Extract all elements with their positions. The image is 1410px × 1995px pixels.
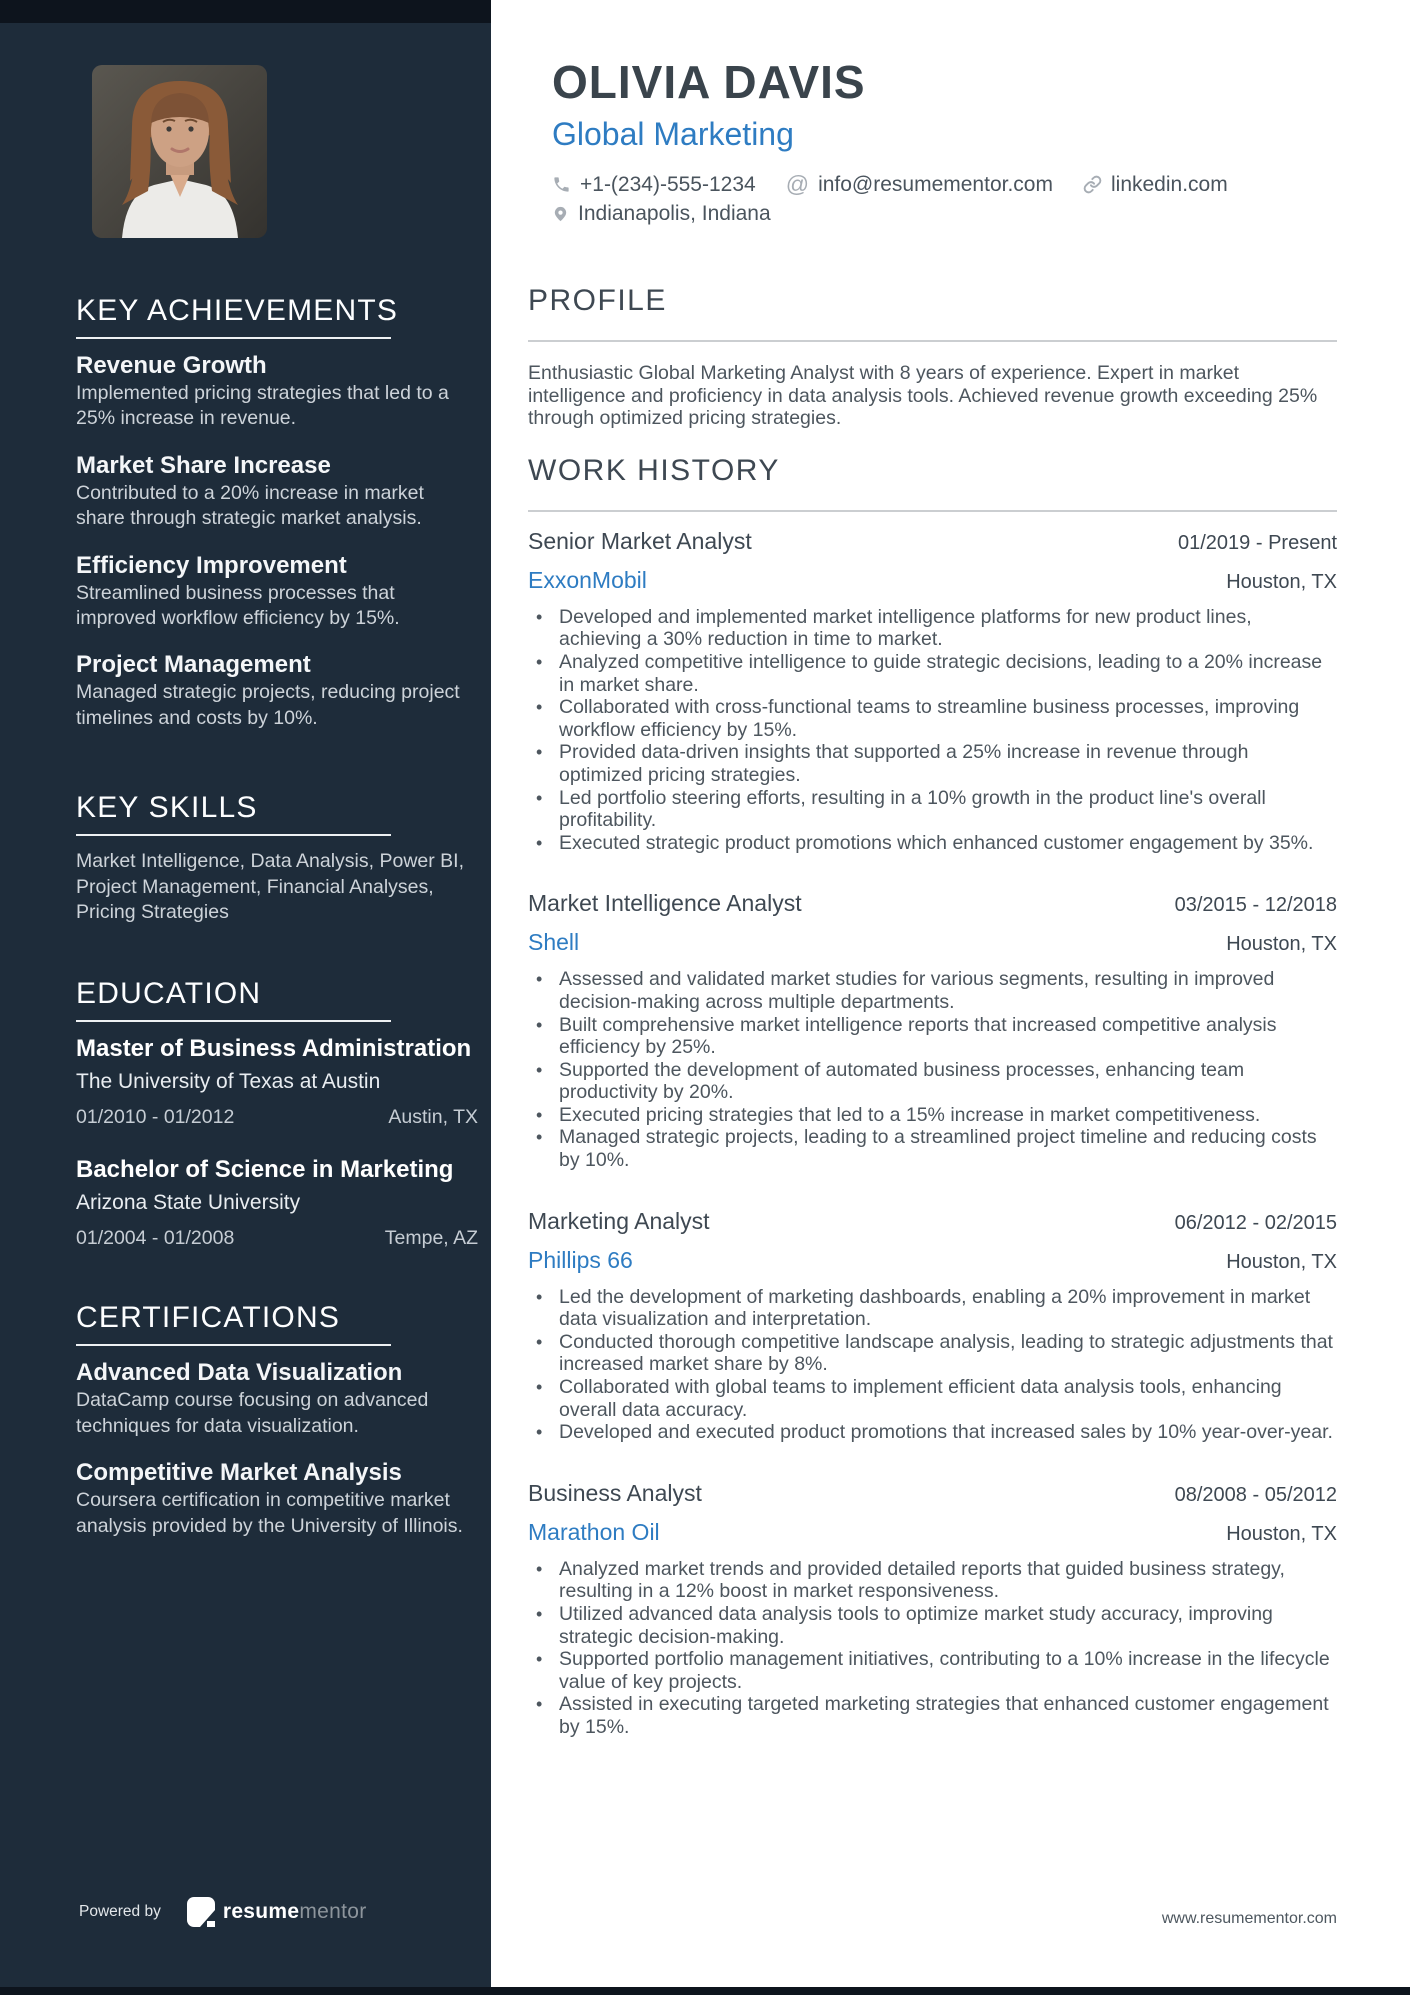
location-pin-icon [552, 204, 569, 224]
bottom-band [0, 1987, 1410, 1995]
sidebar [0, 23, 491, 1987]
job-company-row [528, 1245, 1337, 1277]
certifications-list [76, 1359, 478, 1539]
education-item [76, 1035, 478, 1130]
certification-item-description: Coursera certification in competitive market analysis provided by the University of Illinois. [76, 1489, 463, 1537]
email-address: info@resumementor.com [818, 173, 1053, 196]
location-text: Indianapolis, Indiana [578, 202, 771, 225]
job-bullets [528, 968, 1337, 1171]
job-title-row [528, 1478, 1337, 1510]
job-headline: Global Marketing [552, 116, 794, 152]
education-heading: EDUCATION [76, 977, 262, 1011]
certification-item [76, 1459, 478, 1539]
job-location: Houston, TX [1226, 1522, 1337, 1545]
job-dates: 03/2015 - 12/2018 [1174, 894, 1337, 917]
location-contact [552, 199, 771, 228]
key-skills-heading: KEY SKILLS [76, 791, 258, 825]
job-company: ExxonMobil [528, 566, 647, 593]
job-company-row [528, 1517, 1337, 1549]
job-dates: 01/2019 - Present [1178, 531, 1337, 554]
job-dates: 08/2008 - 05/2012 [1174, 1483, 1337, 1506]
linkedin-contact[interactable] [1083, 170, 1228, 199]
job-entry [528, 1478, 1337, 1739]
job-bullet: • Managed strategic projects, leading to a streamlined project timeline and reducing costs by 10%. [528, 1126, 1337, 1171]
job-title: Business Analyst [528, 1479, 702, 1506]
job-company-row [528, 927, 1337, 959]
job-bullet: • Led the development of marketing dashboards, enabling a 20% improvement in market data visualization and interpretation. [528, 1286, 1337, 1331]
education-school: Arizona State University [76, 1191, 301, 1215]
job-bullet: • Conducted thorough competitive landscape analysis, leading to strategic adjustments that increased market share by 8%. [528, 1331, 1337, 1376]
job-entry [528, 888, 1337, 1171]
job-location: Houston, TX [1226, 570, 1337, 593]
job-title-row [528, 526, 1337, 558]
job-bullet: • Supported the development of automated business processes, enhancing team productivity by 20%. [528, 1059, 1337, 1104]
job-company: Phillips 66 [528, 1246, 633, 1273]
work-history-rule [528, 510, 1337, 512]
powered-by-label: Powered by [79, 1903, 161, 1920]
achievement-item [76, 552, 478, 632]
job-bullets [528, 1558, 1337, 1739]
achievement-item-title: Market Share Increase [76, 451, 331, 479]
education-dates-row [76, 1226, 478, 1251]
profile-heading: PROFILE [528, 284, 667, 317]
job-location: Houston, TX [1226, 1250, 1337, 1273]
brand-word-mentor: mentor [299, 1900, 367, 1923]
job-bullet: • Assessed and validated market studies for various segments, resulting in improved decision-making across multiple departments. [528, 968, 1337, 1013]
job-title-row [528, 1206, 1337, 1238]
achievement-item-description: Streamlined business processes that improved workflow efficiency by 15%. [76, 581, 400, 630]
job-bullet: • Utilized advanced data analysis tools to optimize market study accuracy, improving strategic decision-making. [528, 1603, 1337, 1648]
contact-row-1 [552, 170, 1337, 199]
certification-item-title: Competitive Market Analysis [76, 1459, 402, 1487]
education-dates: 01/2004 - 01/2008 [76, 1227, 235, 1250]
job-location: Houston, TX [1226, 933, 1337, 956]
certifications-heading: CERTIFICATIONS [76, 1301, 341, 1335]
achievement-item-title: Efficiency Improvement [76, 551, 347, 579]
job-bullet: • Collaborated with global teams to implement efficient data analysis tools, enhancing overall data accuracy. [528, 1376, 1337, 1421]
job-entry [528, 526, 1337, 855]
linkedin-url: linkedin.com [1110, 173, 1228, 196]
resume-header [552, 0, 1337, 228]
job-company: Shell [528, 929, 580, 956]
job-bullet: • Led portfolio steering efforts, resulting in a 10% growth in the product line's overall profitability. [528, 787, 1337, 832]
contact-block [552, 170, 1337, 228]
achievement-item [76, 651, 478, 731]
profile-photo-illustration [92, 65, 267, 238]
job-dates: 06/2012 - 02/2015 [1174, 1211, 1337, 1234]
profile-text: Enthusiastic Global Marketing Analyst with 8 years of experience. Expert in market intelligence and proficiency in data analysis tools. Achieved revenue growth exceeding 25% through optimized pricing strategies. [528, 362, 1318, 430]
job-bullet: • Assisted in executing targeted marketing strategies that enhanced customer engagement by 15%. [528, 1693, 1337, 1738]
education-item [76, 1156, 478, 1251]
phone-number: +1-(234)-555-1234 [580, 173, 756, 196]
certification-item-description: DataCamp course focusing on advanced techniques for data visualization. [76, 1389, 429, 1437]
brand-wordmark [223, 1900, 367, 1924]
achievement-item [76, 452, 478, 532]
sidebar-top-band [0, 0, 491, 23]
job-entry [528, 1206, 1337, 1444]
email-contact[interactable] [786, 170, 1053, 199]
person-name: OLIVIA DAVIS [552, 56, 866, 108]
achievement-item-description: Managed strategic projects, reducing project timelines and costs by 10%. [76, 681, 460, 729]
footer-website[interactable]: www.resumementor.com [1161, 1910, 1337, 1927]
job-title: Market Intelligence Analyst [528, 890, 802, 917]
education-location: Tempe, AZ [384, 1227, 478, 1250]
achievement-item [76, 352, 478, 432]
job-title: Marketing Analyst [528, 1207, 710, 1234]
job-bullet: • Collaborated with cross-functional teams to streamline business processes, improving workflow efficiency by 15%. [528, 696, 1337, 741]
profile-rule [528, 340, 1337, 342]
education-location: Austin, TX [388, 1106, 478, 1129]
job-bullet: • Analyzed competitive intelligence to guide strategic decisions, leading to a 20% increase in market share. [528, 651, 1337, 696]
education-dates: 01/2010 - 01/2012 [76, 1106, 235, 1129]
key-achievements-heading: KEY ACHIEVEMENTS [76, 294, 399, 327]
job-bullet: • Executed pricing strategies that led to a 15% increase in market competitiveness. [528, 1104, 1337, 1127]
phone-contact[interactable] [552, 170, 756, 199]
brand-word-resume: resume [222, 1900, 300, 1923]
key-skills-text: Market Intelligence, Data Analysis, Power BI, Project Management, Financial Analyses, Pricing Strategies [76, 850, 465, 924]
education-list [76, 1035, 478, 1251]
resumementor-logo-icon [187, 1897, 215, 1927]
contact-row-2 [552, 199, 1337, 228]
education-dates-row [76, 1105, 478, 1130]
key-achievements-list [76, 352, 478, 731]
key-achievements-rule [76, 337, 391, 339]
certification-item [76, 1359, 478, 1439]
education-rule [76, 1020, 391, 1022]
job-bullet: • Analyzed market trends and provided detailed reports that guided business strategy, resulting in a 12% boost in market responsiveness. [528, 1558, 1337, 1603]
jobs-list [528, 526, 1337, 1739]
job-bullet: • Executed strategic product promotions which enhanced customer engagement by 35%. [528, 832, 1337, 855]
main-column [528, 0, 1337, 1773]
job-bullet: • Developed and implemented market intelligence platforms for new product lines, achieving a 30% reduction in time to market. [528, 606, 1337, 651]
certifications-rule [76, 1344, 391, 1346]
footer-powered-by [79, 1897, 367, 1927]
work-history-heading: WORK HISTORY [528, 453, 780, 487]
job-bullets [528, 1286, 1337, 1444]
job-company: Marathon Oil [528, 1518, 660, 1545]
job-bullets [528, 606, 1337, 855]
achievement-item-title: Revenue Growth [76, 352, 267, 379]
job-bullet: • Supported portfolio management initiatives, contributing to a 10% increase in the lifecycle value of key projects. [528, 1648, 1337, 1693]
job-bullet: • Provided data-driven insights that supported a 25% increase in revenue through optimized pricing strategies. [528, 741, 1337, 786]
education-degree: Master of Business Administration [76, 1035, 472, 1063]
brand-logo[interactable] [187, 1897, 367, 1927]
key-skills-rule [76, 834, 391, 836]
at-icon: @ [785, 171, 810, 197]
phone-icon [552, 175, 571, 194]
achievement-item-description: Contributed to a 20% increase in market share through strategic market analysis. [76, 481, 424, 530]
certification-item-title: Advanced Data Visualization [76, 1359, 403, 1387]
job-bullet: • Developed and executed product promotions that increased sales by 10% year-over-year. [528, 1421, 1337, 1444]
education-school: The University of Texas at Austin [76, 1070, 381, 1094]
link-icon [1083, 175, 1102, 194]
profile-photo [92, 65, 267, 238]
achievement-item-title: Project Management [76, 651, 311, 679]
education-degree: Bachelor of Science in Marketing [76, 1156, 454, 1184]
job-title-row [528, 888, 1337, 920]
job-company-row [528, 565, 1337, 597]
achievement-item-description: Implemented pricing strategies that led to a 25% increase in revenue. [76, 382, 449, 430]
job-title: Senior Market Analyst [528, 527, 752, 554]
job-bullet: • Built comprehensive market intelligence reports that increased competitive analysis efficiency by 25%. [528, 1014, 1337, 1059]
